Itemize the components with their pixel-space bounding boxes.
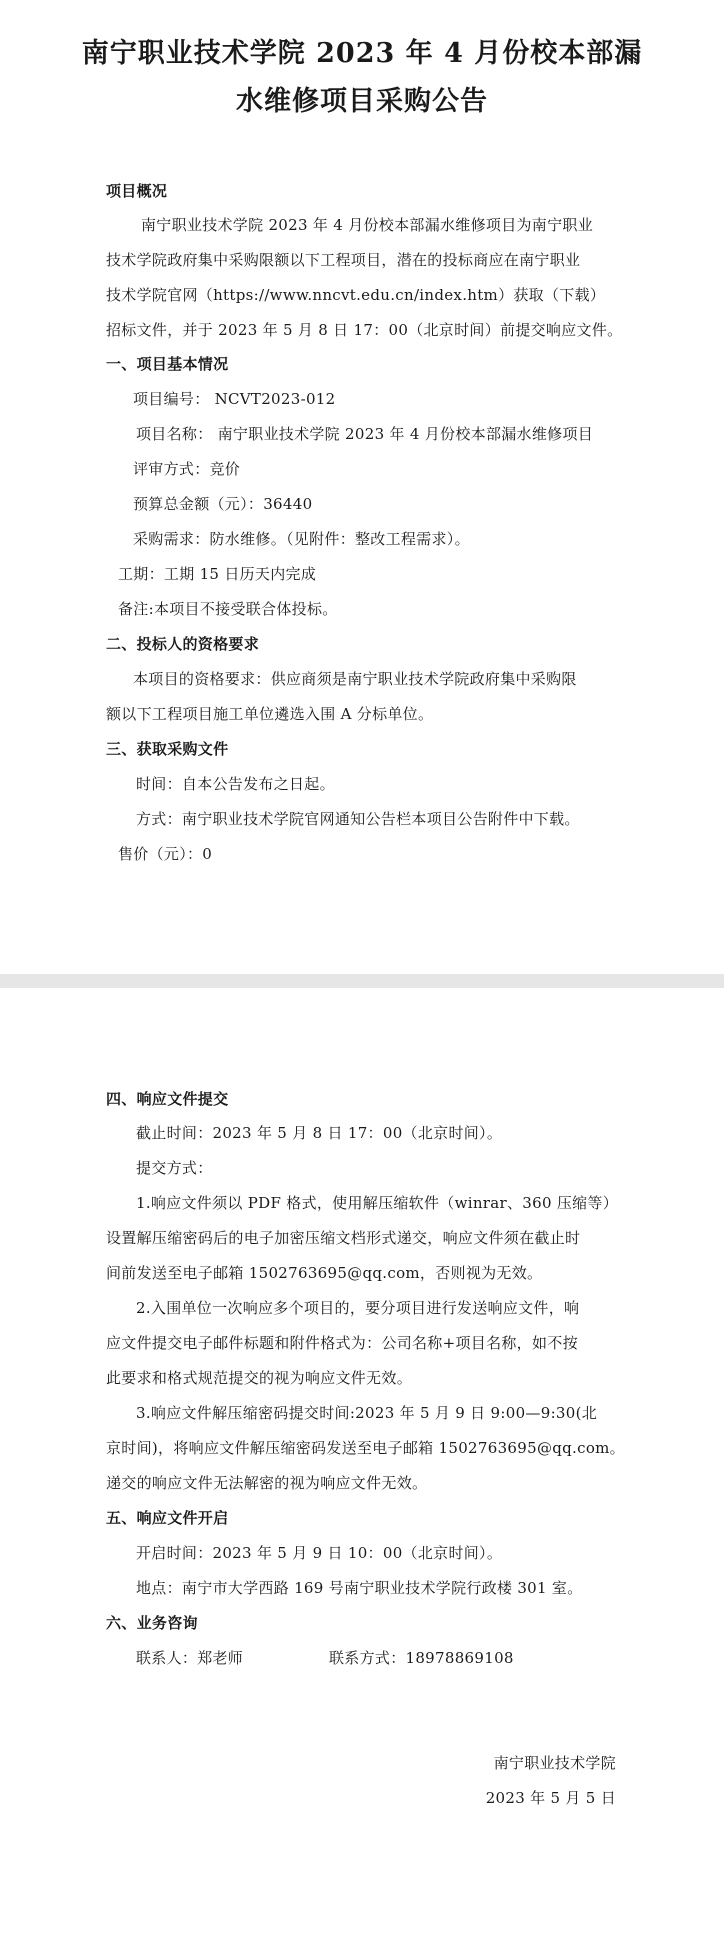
- submission-item-2: 此要求和格式规范提交的视为响应文件无效。: [106, 1369, 413, 1387]
- signature-date: 2023 年 5 月 5 日: [485, 1789, 616, 1807]
- qualification-line: 本项目的资格要求：供应商须是南宁职业技术学院政府集中采购限: [133, 670, 577, 688]
- submission-item-1: 间前发送至电子邮箱 1502763695@qq.com，否则视为无效。: [106, 1264, 543, 1282]
- submission-item-1: 设置解压缩密码后的电子加密压缩文档形式递交，响应文件须在截止时: [106, 1229, 581, 1247]
- signature-organization: 南宁职业技术学院: [493, 1754, 616, 1772]
- obtain-method: 方式：南宁职业技术学院官网通知公告栏本项目公告附件中下载。: [136, 810, 580, 828]
- project-name: 项目名称： 南宁职业技术学院 2023 年 4 月份校本部漏水维修项目: [136, 425, 594, 443]
- section6-heading: 六、业务咨询: [106, 1614, 198, 1632]
- submission-method-label: 提交方式：: [136, 1159, 213, 1177]
- contact-person: 联系人：郑老师: [136, 1649, 244, 1667]
- obtain-time: 时间：自本公告发布之日起。: [136, 775, 335, 793]
- overview-line: 技术学院官网（https://www.nncvt.edu.cn/index.htm）获取（下载）: [106, 286, 606, 304]
- section4-heading: 四、响应文件提交: [106, 1090, 229, 1108]
- qualification-line: 额以下工程项目施工单位遴选入围 A 分标单位。: [106, 705, 434, 723]
- submission-item-3: 京时间)，将响应文件解压缩密码发送至电子邮箱 1502763695@qq.com。: [106, 1439, 625, 1457]
- submission-item-2: 应文件提交电子邮件标题和附件格式为：公司名称+项目名称，如不按: [106, 1334, 578, 1352]
- section1-heading: 一、项目基本情况: [106, 355, 229, 373]
- submission-item-1: 1.响应文件须以 PDF 格式，使用解压缩软件（winrar、360 压缩等）: [136, 1194, 619, 1212]
- overview-heading: 项目概况: [106, 182, 168, 200]
- title-line-2: 水维修项目采购公告: [236, 86, 488, 117]
- budget-amount: 预算总金额（元）：36440: [133, 495, 313, 513]
- section3-heading: 三、获取采购文件: [106, 740, 229, 758]
- submission-deadline: 截止时间：2023 年 5 月 8 日 17：00（北京时间）。: [136, 1124, 503, 1142]
- remark: 备注:本项目不接受联合体投标。: [118, 600, 338, 618]
- section2-heading: 二、投标人的资格要求: [106, 635, 260, 653]
- submission-item-2: 2.入围单位一次响应多个项目的，要分项目进行发送响应文件，响: [136, 1299, 580, 1317]
- document-title: [0, 30, 724, 126]
- construction-period: 工期：工期 15 日历天内完成: [118, 565, 317, 583]
- overview-line: 招标文件，并于 2023 年 5 月 8 日 17：00（北京时间）前提交响应文件。: [106, 321, 623, 339]
- review-method: 评审方式：竞价: [133, 460, 241, 478]
- document-page-2: [0, 988, 724, 1943]
- project-number: 项目编号： NCVT2023-012: [133, 390, 336, 408]
- overview-line: 南宁职业技术学院 2023 年 4 月份校本部漏水维修项目为南宁职业: [141, 216, 593, 234]
- sale-price: 售价（元）：0: [118, 845, 213, 863]
- overview-line: 技术学院政府集中采购限额以下工程项目，潜在的投标商应在南宁职业: [106, 251, 581, 269]
- submission-item-3: 3.响应文件解压缩密码提交时间:2023 年 5 月 9 日 9:00—9:30(北: [136, 1404, 598, 1422]
- page-separator: [0, 974, 724, 988]
- procurement-demand: 采购需求：防水维修。（见附件：整改工程需求）。: [133, 530, 470, 548]
- contact-phone: 联系方式：18978869108: [329, 1649, 514, 1667]
- section5-heading: 五、响应文件开启: [106, 1509, 229, 1527]
- submission-item-3: 递交的响应文件无法解密的视为响应文件无效。: [106, 1474, 428, 1492]
- opening-place: 地点：南宁市大学西路 169 号南宁职业技术学院行政楼 301 室。: [136, 1579, 583, 1597]
- opening-time: 开启时间：2023 年 5 月 9 日 10：00（北京时间）。: [136, 1544, 503, 1562]
- title-line-1: 南宁职业技术学院 2023 年 4 月份校本部漏: [81, 38, 643, 69]
